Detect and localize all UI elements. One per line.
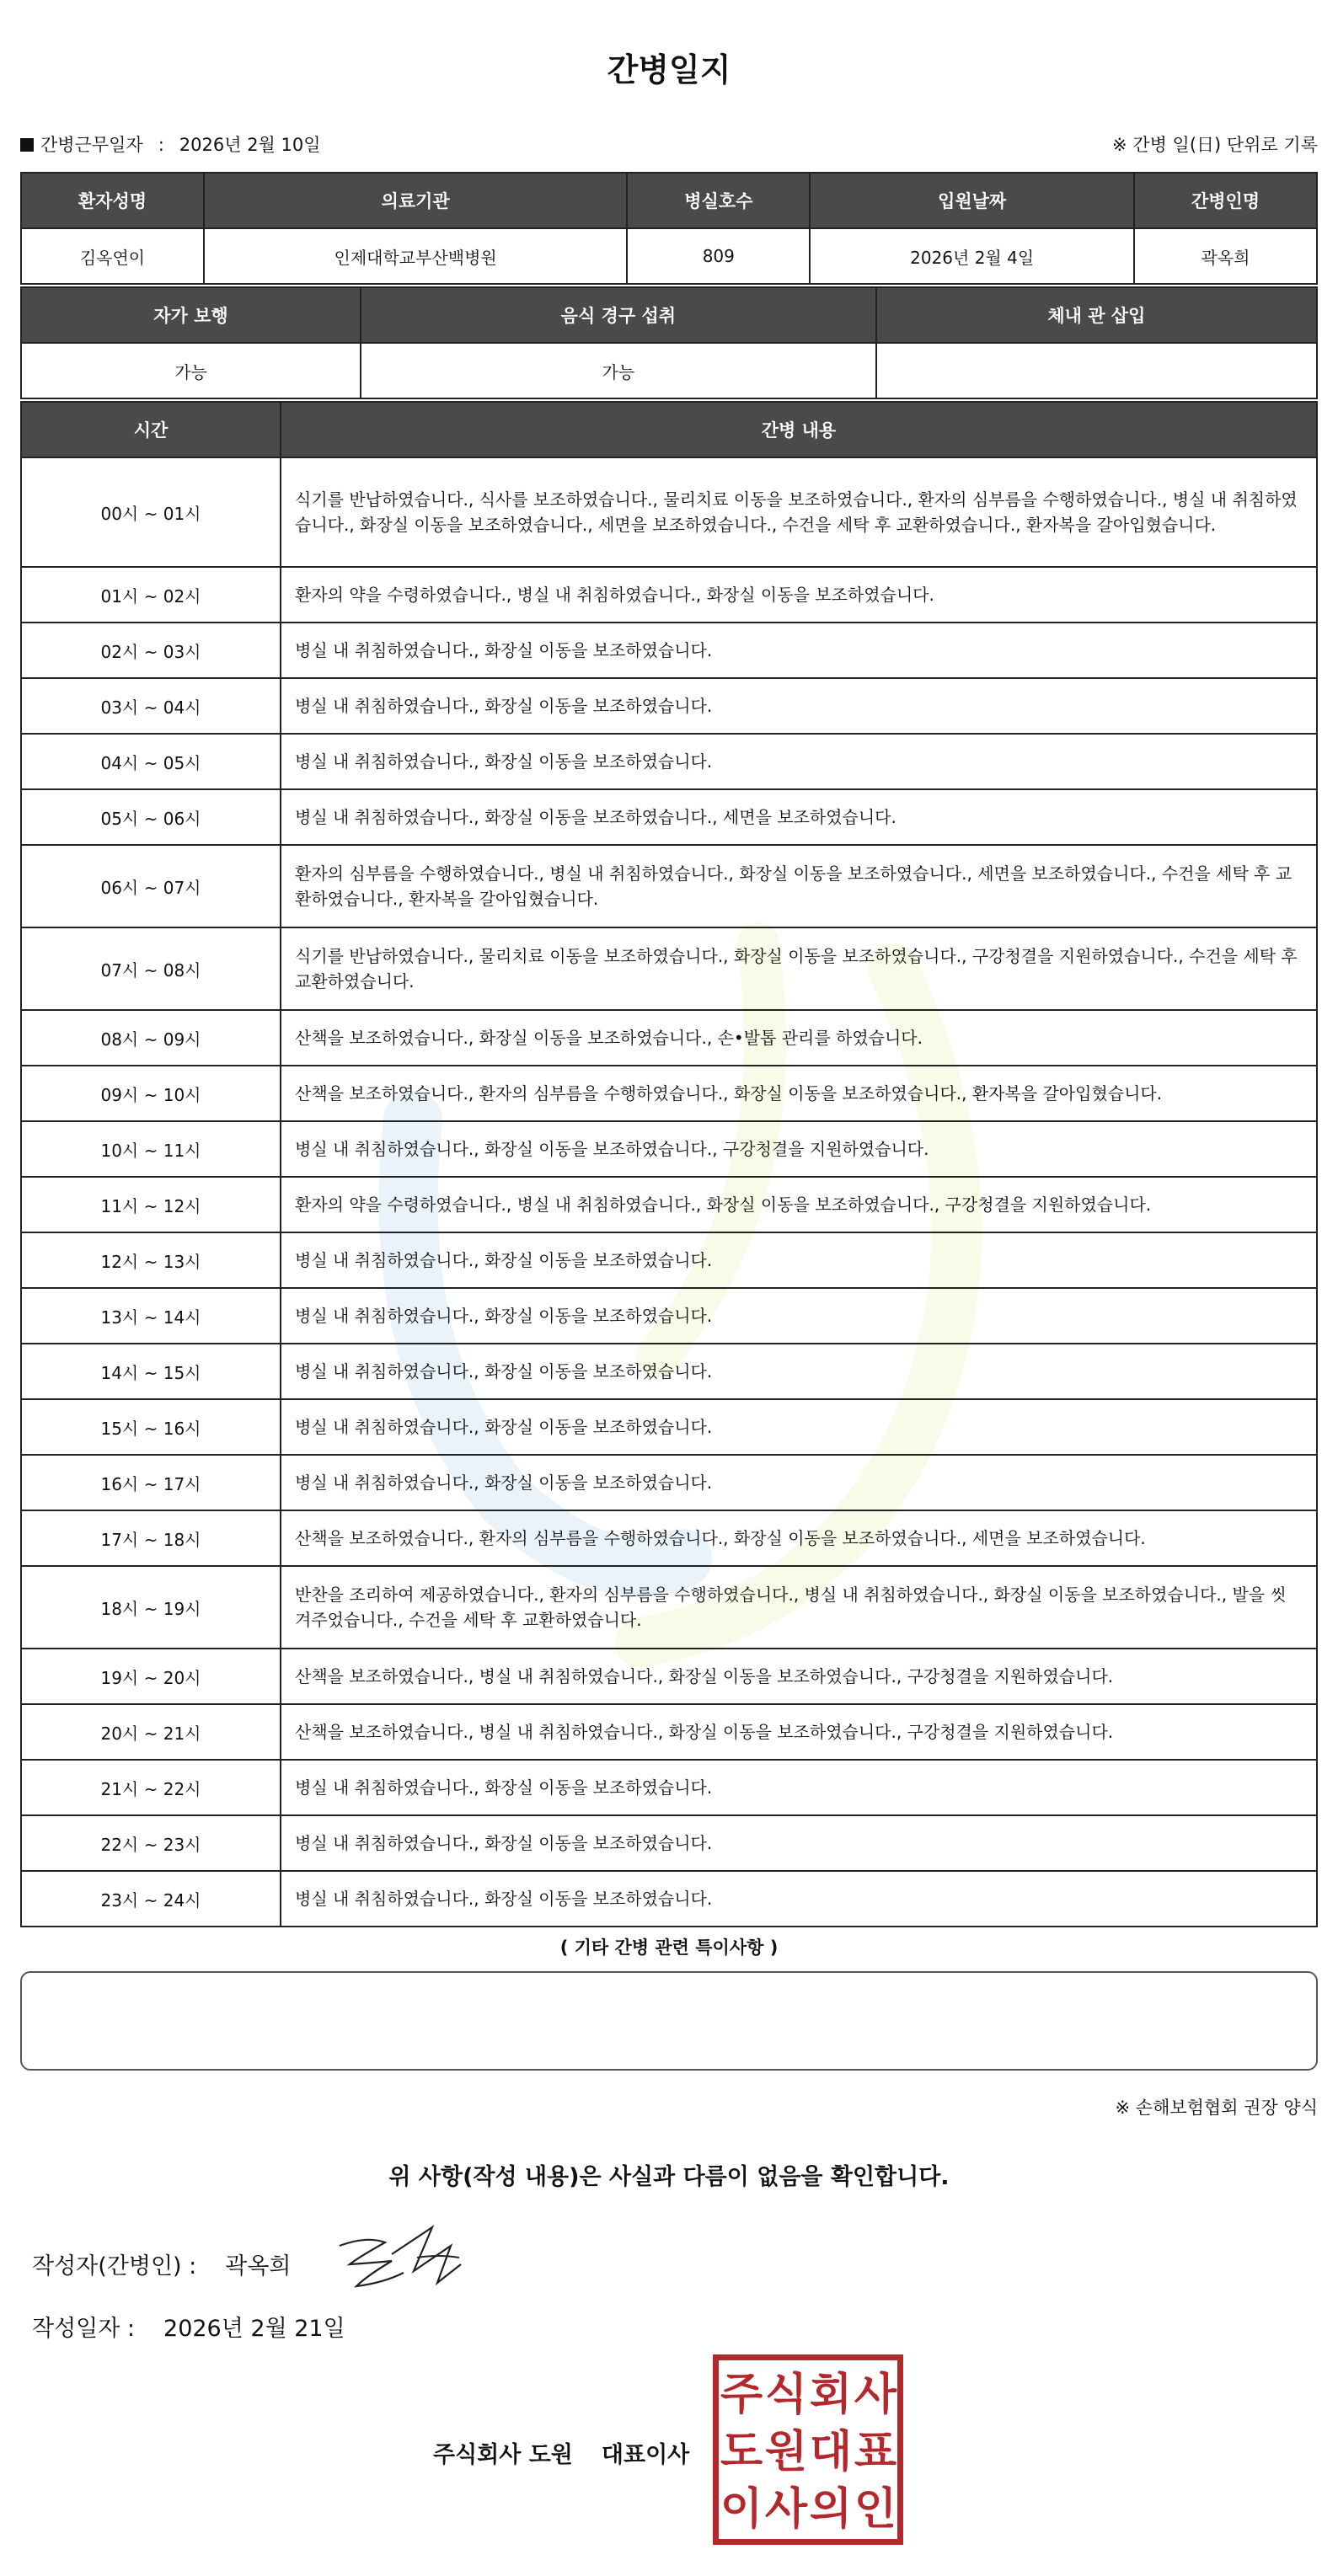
seal-character: 도 [720,2427,763,2477]
log-content: 병실 내 취침하였습니다., 화장실 이동을 보조하였습니다. [281,734,1317,789]
log-time: 23시 ~ 24시 [21,1871,281,1927]
header-self-walking: 자가 보행 [21,287,361,343]
page-title: 간병일지 [607,51,731,88]
log-time: 15시 ~ 16시 [21,1399,281,1455]
log-time: 13시 ~ 14시 [21,1288,281,1344]
room-number: 809 [627,228,810,284]
log-content: 병실 내 취침하였습니다., 화장실 이동을 보조하였습니다. [281,1288,1317,1344]
log-row [21,1704,1317,1760]
log-content: 환자의 심부름을 수행하였습니다., 병실 내 취침하였습니다., 화장실 이동을 보조하였습니다., 세면을 보조하였습니다., 수건을 세탁 후 교환하였습니다., 환자복을 갈아입혔습니다. [281,845,1317,927]
log-time: 09시 ~ 10시 [21,1066,281,1121]
care-log-table [20,401,1318,1927]
seal-character: 사 [854,2370,897,2420]
seal-character: 회 [809,2370,853,2420]
company-ceo-title: 대표이사 [601,2442,690,2468]
square-bullet-icon [20,138,34,152]
log-time: 10시 ~ 11시 [21,1121,281,1177]
log-content: 병실 내 취침하였습니다., 화장실 이동을 보조하였습니다. [281,1760,1317,1815]
caregiver-name: 곽옥희 [1134,228,1317,284]
seal-character: 원 [764,2427,808,2477]
log-time: 00시 ~ 01시 [21,457,281,567]
log-content: 병실 내 취침하였습니다., 화장실 이동을 보조하였습니다. [281,1815,1317,1871]
log-row [21,1010,1317,1066]
log-row [21,845,1317,927]
company-name: 주식회사 도원 [433,2442,573,2468]
log-row [21,1288,1317,1344]
oral-intake-value: 가능 [361,343,876,398]
log-time: 17시 ~ 18시 [21,1510,281,1566]
seal-character: 이 [720,2484,763,2535]
log-time: 04시 ~ 05시 [21,734,281,789]
log-content: 식기를 반납하였습니다., 물리치료 이동을 보조하였습니다., 화장실 이동을 보조하였습니다., 구강청결을 지원하였습니다., 수건을 세탁 후 교환하였습니다. [281,927,1317,1010]
log-row [21,1760,1317,1815]
header-care-content: 간병 내용 [281,402,1317,457]
seal-character: 주 [720,2370,763,2420]
header-patient-name: 환자성명 [21,173,204,228]
log-content: 병실 내 취침하였습니다., 화장실 이동을 보조하였습니다. [281,1232,1317,1288]
writer-label: 작성자(간병인) : [32,2253,197,2279]
form-source-note: ※ 손해보험협회 권장 양식 [1115,2098,1318,2118]
header-admission-date: 입원날짜 [810,173,1134,228]
log-row [21,678,1317,734]
log-content: 반찬을 조리하여 제공하였습니다., 환자의 심부름을 수행하였습니다., 병실 내 취침하였습니다., 화장실 이동을 보조하였습니다., 발을 씻겨주었습니다., 수건을 세탁 후 교환하였습니다. [281,1566,1317,1649]
header-room: 병실호수 [627,173,810,228]
header-tube-insertion: 체내 관 삽입 [876,287,1317,343]
log-time: 06시 ~ 07시 [21,845,281,927]
log-row [21,1177,1317,1232]
log-row [21,1121,1317,1177]
log-content: 산책을 보조하였습니다., 환자의 심부름을 수행하였습니다., 화장실 이동을 보조하였습니다., 환자복을 갈아입혔습니다. [281,1066,1317,1121]
tube-insertion-value [876,343,1317,398]
log-row [21,1066,1317,1121]
log-content: 산책을 보조하였습니다., 환자의 심부름을 수행하였습니다., 화장실 이동을 보조하였습니다., 세면을 보조하였습니다. [281,1510,1317,1566]
written-date-line [32,2310,345,2343]
hospital-name: 인제대학교부산백병원 [204,228,627,284]
writer-name: 곽옥희 [225,2253,292,2279]
log-row [21,1566,1317,1649]
log-time: 03시 ~ 04시 [21,678,281,734]
log-content: 병실 내 취침하였습니다., 화장실 이동을 보조하였습니다. [281,623,1317,678]
company-seal-icon [713,2354,903,2545]
log-time: 21시 ~ 22시 [21,1760,281,1815]
log-content: 병실 내 취침하였습니다., 화장실 이동을 보조하였습니다. [281,1344,1317,1399]
log-content: 병실 내 취침하였습니다., 화장실 이동을 보조하였습니다. [281,1399,1317,1455]
log-row [21,1455,1317,1510]
log-row [21,1649,1317,1704]
log-row [21,567,1317,623]
seal-character: 대 [809,2427,853,2477]
written-date-label: 작성일자 : [32,2316,136,2342]
log-time: 22시 ~ 23시 [21,1815,281,1871]
seal-character: 표 [854,2427,897,2477]
work-date-line: 간병근무일자 : 2026년 2월 10일 [20,131,321,157]
seal-character: 인 [854,2484,897,2535]
log-row [21,1510,1317,1566]
log-content: 산책을 보조하였습니다., 병실 내 취침하였습니다., 화장실 이동을 보조하였습니다., 구강청결을 지원하였습니다. [281,1704,1317,1760]
log-time: 07시 ~ 08시 [21,927,281,1010]
log-content: 산책을 보조하였습니다., 화장실 이동을 보조하였습니다., 손•발톱 관리를 하였습니다. [281,1010,1317,1066]
header-time: 시간 [21,402,281,457]
header-caregiver: 간병인명 [1134,173,1317,228]
log-time: 14시 ~ 15시 [21,1344,281,1399]
log-time: 19시 ~ 20시 [21,1649,281,1704]
log-row [21,789,1317,845]
log-content: 병실 내 취침하였습니다., 화장실 이동을 보조하였습니다. [281,678,1317,734]
header-hospital: 의료기관 [204,173,627,228]
log-row [21,1344,1317,1399]
log-row [21,1815,1317,1871]
signature-icon [333,2221,468,2296]
self-walking-value: 가능 [21,343,361,398]
written-date-value: 2026년 2월 21일 [163,2316,345,2342]
work-date-value: 2026년 2월 10일 [179,135,321,155]
record-unit-note: ※ 간병 일(日) 단위로 기록 [1112,135,1318,155]
log-row [21,927,1317,1010]
header-oral-intake: 음식 경구 섭취 [361,287,876,343]
log-row [21,1232,1317,1288]
log-time: 20시 ~ 21시 [21,1704,281,1760]
seal-character: 사 [764,2484,808,2535]
log-content: 병실 내 취침하였습니다., 화장실 이동을 보조하였습니다., 세면을 보조하였습니다. [281,789,1317,845]
seal-character: 의 [809,2484,853,2535]
admission-date: 2026년 2월 4일 [810,228,1134,284]
log-time: 18시 ~ 19시 [21,1566,281,1649]
log-content: 산책을 보조하였습니다., 병실 내 취침하였습니다., 화장실 이동을 보조하였습니다., 구강청결을 지원하였습니다. [281,1649,1317,1704]
log-time: 12시 ~ 13시 [21,1232,281,1288]
log-row [21,1871,1317,1927]
work-date-label: 간병근무일자 [40,135,143,155]
log-row [21,623,1317,678]
patient-name: 김옥연이 [21,228,204,284]
log-content: 병실 내 취침하였습니다., 화장실 이동을 보조하였습니다. [281,1871,1317,1927]
log-row [21,734,1317,789]
log-time: 01시 ~ 02시 [21,567,281,623]
confirmation-statement: 위 사항(작성 내용)은 사실과 다름이 없음을 확인합니다. [388,2164,950,2190]
log-row [21,457,1317,567]
log-time: 08시 ~ 09시 [21,1010,281,1066]
log-content: 식기를 반납하였습니다., 식사를 보조하였습니다., 물리치료 이동을 보조하였습니다., 환자의 심부름을 수행하였습니다., 병실 내 취침하였습니다., 화장실 이동을 보조하였습니다., 세면을 보조하였습니다., 수건을 세탁 후 교환하였습니다., 환자복을 갈아입혔습니다. [281,457,1317,567]
log-time: 05시 ~ 06시 [21,789,281,845]
special-notes-title: ( 기타 간병 관련 특이사항 ) [559,1937,779,1958]
patient-status-table [20,286,1318,399]
log-time: 16시 ~ 17시 [21,1455,281,1510]
seal-character: 식 [764,2370,808,2420]
log-content: 환자의 약을 수령하였습니다., 병실 내 취침하였습니다., 화장실 이동을 보조하였습니다. [281,567,1317,623]
company-line [433,2436,689,2469]
patient-info-table [20,172,1318,285]
log-content: 병실 내 취침하였습니다., 화장실 이동을 보조하였습니다. [281,1455,1317,1510]
log-content: 병실 내 취침하였습니다., 화장실 이동을 보조하였습니다., 구강청결을 지원하였습니다. [281,1121,1317,1177]
log-time: 02시 ~ 03시 [21,623,281,678]
log-content: 환자의 약을 수령하였습니다., 병실 내 취침하였습니다., 화장실 이동을 보조하였습니다., 구강청결을 지원하였습니다. [281,1177,1317,1232]
writer-line [32,2247,292,2280]
log-time: 11시 ~ 12시 [21,1177,281,1232]
special-notes-box [20,1971,1318,2071]
log-row [21,1399,1317,1455]
